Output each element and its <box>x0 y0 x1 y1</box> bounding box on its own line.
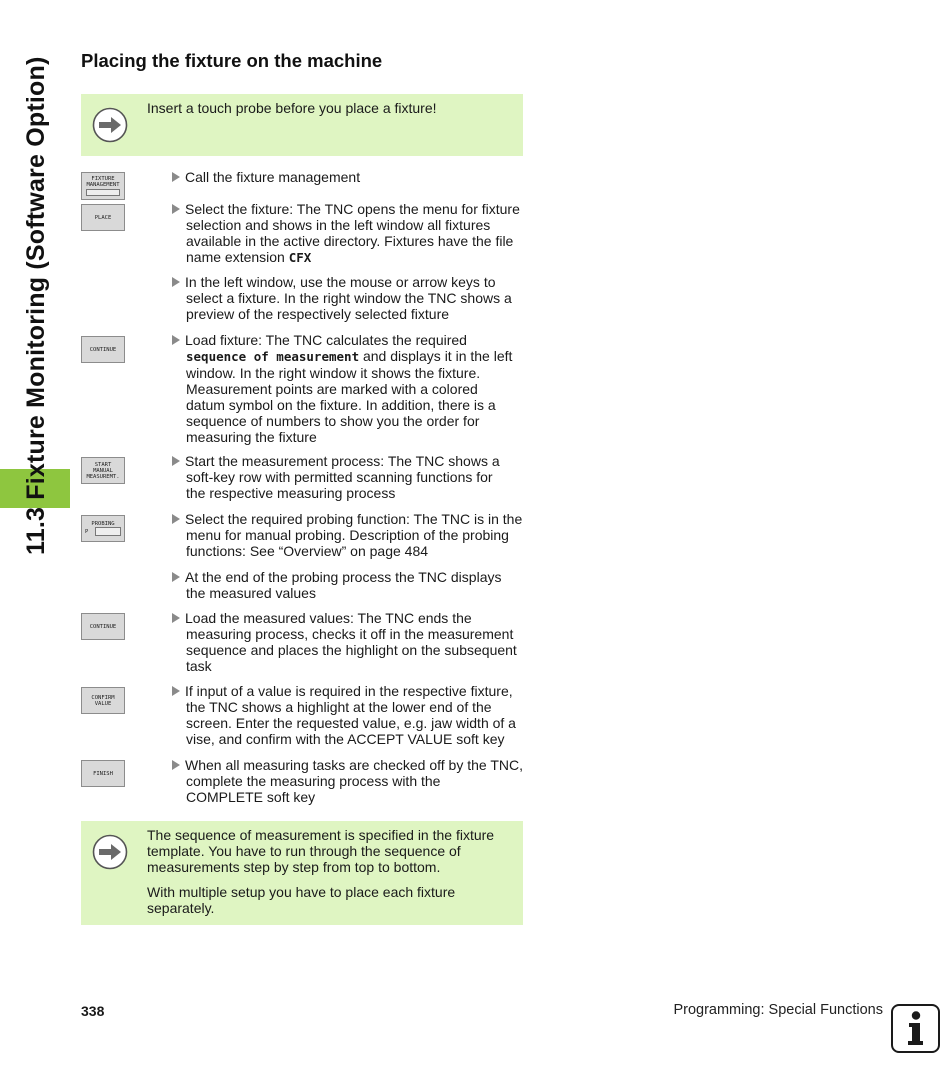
softkey-continue-2[interactable]: CONTINUE <box>81 613 125 640</box>
arrow-right-icon <box>92 107 128 143</box>
step-select-in-left-window: In the left window, use the mouse or arrow keys to select a fixture. In the right window the TNC shows a preview of the respectively selected fixture <box>172 274 524 322</box>
fixture-picture-icon <box>86 189 120 196</box>
bullet-triangle-icon <box>172 172 180 182</box>
softkey-finish[interactable]: FINISH <box>81 760 125 787</box>
chapter-side-title: 11.3 Fixture Monitoring (Software Option) <box>22 56 50 555</box>
bullet-triangle-icon <box>172 204 180 214</box>
softkey-place[interactable]: PLACE <box>81 204 125 231</box>
note-bottom <box>81 821 523 925</box>
step-end-of-probing: At the end of the probing process the TNC displays the measured values <box>172 569 524 601</box>
note-bottom-paragraph-2: With multiple setup you have to place each fixture separately. <box>147 884 456 916</box>
step-load-measured-values: Load the measured values: The TNC ends the measuring process, checks it off in the measurement sequence and places the highlight on the subsequent task <box>172 610 524 674</box>
bullet-triangle-icon <box>172 613 180 623</box>
bullet-triangle-icon <box>172 760 180 770</box>
softkey-probing[interactable]: PROBING P <box>81 515 125 542</box>
step-start-measurement: Start the measurement process: The TNC shows a soft-key row with permitted scanning functions for the respective measuring process <box>172 453 524 501</box>
softkey-confirm-value[interactable]: CONFIRM VALUE <box>81 687 125 714</box>
softkey-start-manual-measurement[interactable]: START MANUAL MEASUREMT. <box>81 457 125 484</box>
step-load-fixture: Load fixture: The TNC calculates the required sequence of measurement and displays it in the left window. In the right window it shows the fixture. Measurement points are marked with a colored datum symbol on the fixture. In addition, there is a sequence of numbers to show you the order for measuring the fixture <box>172 332 524 445</box>
sequence-of-measurement-term: sequence of measurement <box>186 349 360 364</box>
step-select-fixture: Select the fixture: The TNC opens the menu for fixture selection and shows in the left window all fixtures available in the active directory. Fixtures have the file name extension CFX <box>172 201 524 266</box>
note-top <box>81 94 523 156</box>
page-heading: Placing the fixture on the machine <box>81 50 383 71</box>
note-bottom-paragraph-1: The sequence of measurement is specified in the fixture template. You have to run through the sequence of measurements step by step from top to bottom. <box>147 827 495 875</box>
bullet-triangle-icon <box>172 514 180 524</box>
bullet-triangle-icon <box>172 335 180 345</box>
bullet-triangle-icon <box>172 686 180 696</box>
info-icon <box>891 1004 940 1053</box>
bullet-triangle-icon <box>172 572 180 582</box>
bullet-triangle-icon <box>172 277 180 287</box>
softkey-continue[interactable]: CONTINUE <box>81 336 125 363</box>
arrow-right-icon <box>92 834 128 870</box>
probe-diagram-icon <box>95 527 121 536</box>
step-call-fixture-management: Call the fixture management <box>172 169 524 185</box>
softkey-fixture-management[interactable]: FIXTURE MANAGEMENT <box>81 172 125 200</box>
step-input-value: If input of a value is required in the respective fixture, the TNC shows a highlight at the lower end of the screen. Enter the requested value, e.g. jaw width of a vise, and confirm with the ACCEPT VALUE soft key <box>172 683 524 747</box>
file-extension: CFX <box>288 250 312 265</box>
note-top-text: Insert a touch probe before you place a fixture! <box>147 100 437 116</box>
footer-section-title: Programming: Special Functions <box>673 1002 883 1018</box>
step-select-probing-function: Select the required probing function: The TNC is in the menu for manual probing. Description of the probing functions: See “Overview” on page 484 <box>172 511 524 559</box>
bullet-triangle-icon <box>172 456 180 466</box>
page-number: 338 <box>81 1003 105 1019</box>
step-complete-measuring: When all measuring tasks are checked off by the TNC, complete the measuring process with the COMPLETE soft key <box>172 757 524 805</box>
